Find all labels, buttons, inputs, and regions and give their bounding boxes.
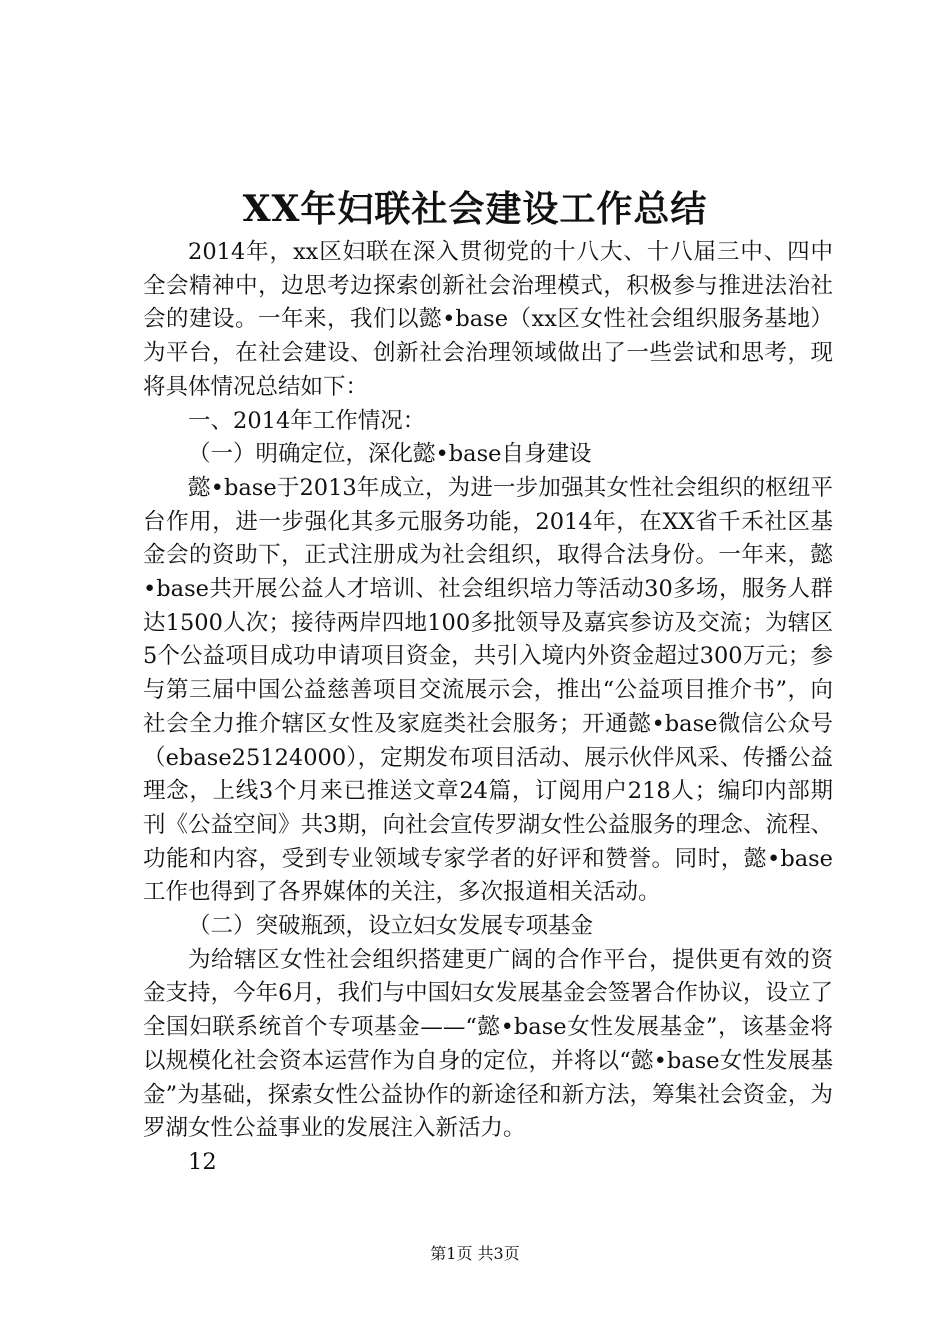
subheading-1: （一）明确定位，深化懿•base自身建设 xyxy=(188,441,592,468)
page-footer: 第1页 共3页 xyxy=(430,1244,520,1263)
paragraph-intro: 2014年，xx区妇联在深入贯彻党的十八大、十八届三中、四中全会精神中，边思考边探索创新社会治理模式，积极参与推进法治社会的建设。一年来，我们以懿•base（xx区女性社会组织服务基地）为平台，在社会建设、创新社会治理领域做出了一些尝试和思考，现将具体情况总结如下： xyxy=(143,239,833,400)
paragraph-ebase: 懿•base于2013年成立，为进一步加强其女性社会组织的枢纽平台作用，进一步强化其多元服务功能，2014年，在XX省千禾社区基金会的资助下，正式注册成为社会组织，取得合法身份。一年来，懿•base共开展公益人才培训、社会组织培力等活动30多场，服务人群达1500人次；接待两岸四地100多批领导及嘉宾参访及交流；为辖区5个公益项目成功申请项目资金，共引入境内外资金超过300万元；参与第三届中国公益慈善项目交流展示会，推出“公益项目推介书”，向社会全力推介辖区女性及家庭类社会服务；开通懿•base微信公众号（ebase25124000），定期发布项目活动、展示伙伴风采、传播公益理念，上线3个月来已推送文章24篇，订阅用户218人；编印内部期刊《公益空间》共3期，向社会宣传罗湖女性公益服务的理念、流程、功能和内容，受到专业领域专家学者的好评和赞誉。同时，懿•base工作也得到了各界媒体的关注，多次报道相关活动。 xyxy=(143,474,833,906)
subheading-2: （二）突破瓶颈，设立妇女发展专项基金 xyxy=(188,913,594,940)
paragraph-number: 12 xyxy=(188,1148,217,1175)
document-body xyxy=(143,236,833,1180)
heading-section-1: 一、2014年工作情况： xyxy=(188,407,426,434)
paragraph-fund: 为给辖区女性社会组织搭建更广阔的合作平台，提供更有效的资金支持，今年6月，我们与中国妇女发展基金会签署合作协议，设立了全国妇联系统首个专项基金——“懿•base女性发展基金”，该基金将以规模化社会资本运营作为自身的定位，并将以“懿•base女性发展基金”为基础，探索女性公益协作的新途径和新方法，筹集社会资金，为罗湖女性公益事业的发展注入新活力。 xyxy=(143,946,833,1142)
document-title: XX年妇联社会建设工作总结 xyxy=(242,188,708,230)
